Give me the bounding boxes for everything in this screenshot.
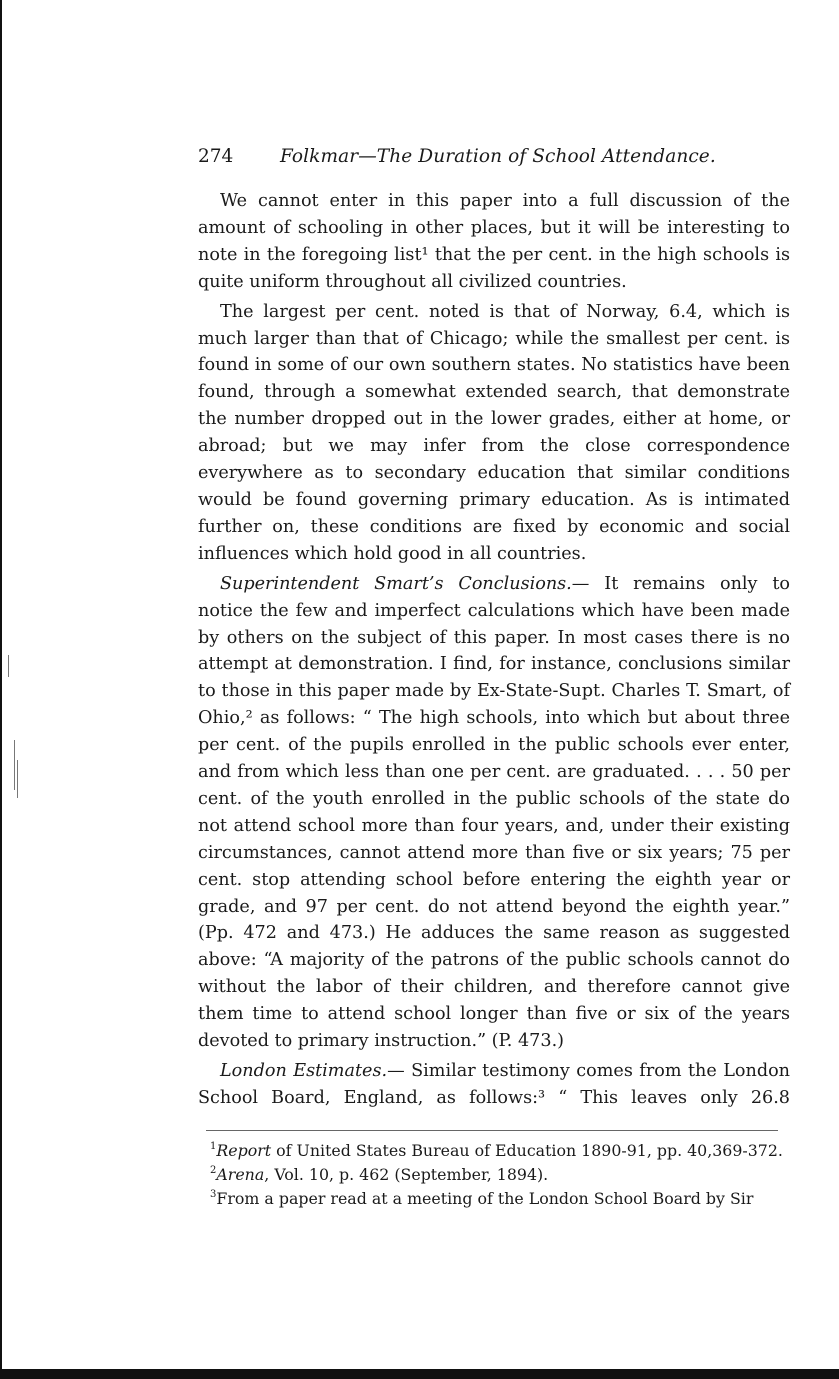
paragraph-text: — It remains only to notice the few and imperfect calculations which have been made by others on the subject of this paper. In most cases there is no attempt at demonstration. I find, for instance, conclusions similar to those in this paper made by Ex-State-Supt. Charles T. Smart, of Ohio,² as follows: “ The high schools, into which but about three per cent. of the pupils enrolled in the public schools ever enter, and from which less than one per cent. are graduated. . . . 50 per cent. of the youth enrolled in the public schools of the state do not attend school more than four years, and, under their existing circumstances, cannot attend more than five or six years; 75 per cent. stop attending school before entering the eighth year or grade, and 97 per cent. do not attend beyond the eighth year.” (Pp. 472 and 473.) He adduces the same reason as suggested above: “A majority of the patrons of the public schools cannot do without the labor of their children, and therefore cannot give them time to attend school longer than five or six of the years devoted to primary instruction.” (P. 473.) xyxy=(198,573,790,1052)
running-title: Folkmar—The Duration of School Attendance. xyxy=(280,146,716,167)
paragraph-text: The largest per cent. noted is that of Norway, 6.4, which is much larger than that of Chicago; while the smallest per cent. is found in some of our own southern states. No statistics have been found, through a somewhat extended search, that demonstrate the number dropped out in the lower grades, either at home, or abroad; but we may infer from the close correspondence everywhere as to secondary education that similar conditions would be found governing primary education. As is intimated further on, these conditions are fixed by economic and social influences which hold good in all countries. xyxy=(198,301,790,564)
paragraph-text: We cannot enter in this paper into a full discussion of the amount of schooling in other places, but it will be interesting to note in the foregoing list¹ that the per cent. in the high schools is quite uniform throughout all civilized countries. xyxy=(198,191,790,292)
footnote-2 xyxy=(198,1163,790,1187)
footnote-text: , Vol. 10, p. 462 (September, 1894). xyxy=(264,1164,549,1184)
footnote-mark: 1 xyxy=(210,1140,217,1152)
running-head xyxy=(198,138,790,174)
paragraph xyxy=(198,188,790,296)
scan-bottom-edge xyxy=(0,1369,839,1379)
paragraph xyxy=(198,571,790,1055)
book-page xyxy=(198,138,790,1211)
footnote-mark: 2 xyxy=(210,1164,217,1176)
paragraph xyxy=(198,1058,790,1112)
footnote-3 xyxy=(198,1187,790,1211)
section-heading-london: London Estimates. xyxy=(220,1061,388,1081)
scan-margin-mark xyxy=(8,655,9,677)
footnote-text: From a paper read at a meeting of the London School Board by Sir xyxy=(216,1188,754,1208)
scan-left-edge xyxy=(0,0,2,1379)
section-heading-smart: Superintendent Smart’s Conclusions. xyxy=(220,573,572,594)
body-text xyxy=(198,188,790,1112)
footnote-text: of United States Bureau of Education 1890-91, pp. 40,369-372. xyxy=(271,1140,783,1160)
scan-margin-mark xyxy=(17,760,18,798)
footnote-italic: Report xyxy=(216,1140,272,1160)
page-number: 274 xyxy=(198,146,234,167)
footnote-rule xyxy=(206,1130,778,1131)
paragraph xyxy=(198,299,790,568)
scan-margin-mark xyxy=(14,740,15,790)
paragraph-text: — Similar testimony comes from the London School Board, England, as follows:³ “ This leaves only 26.8 xyxy=(198,1061,791,1108)
footnotes xyxy=(198,1139,790,1211)
footnote-italic: Arena xyxy=(216,1164,265,1184)
footnote-1 xyxy=(198,1139,790,1163)
footnote-mark: 3 xyxy=(210,1188,217,1200)
